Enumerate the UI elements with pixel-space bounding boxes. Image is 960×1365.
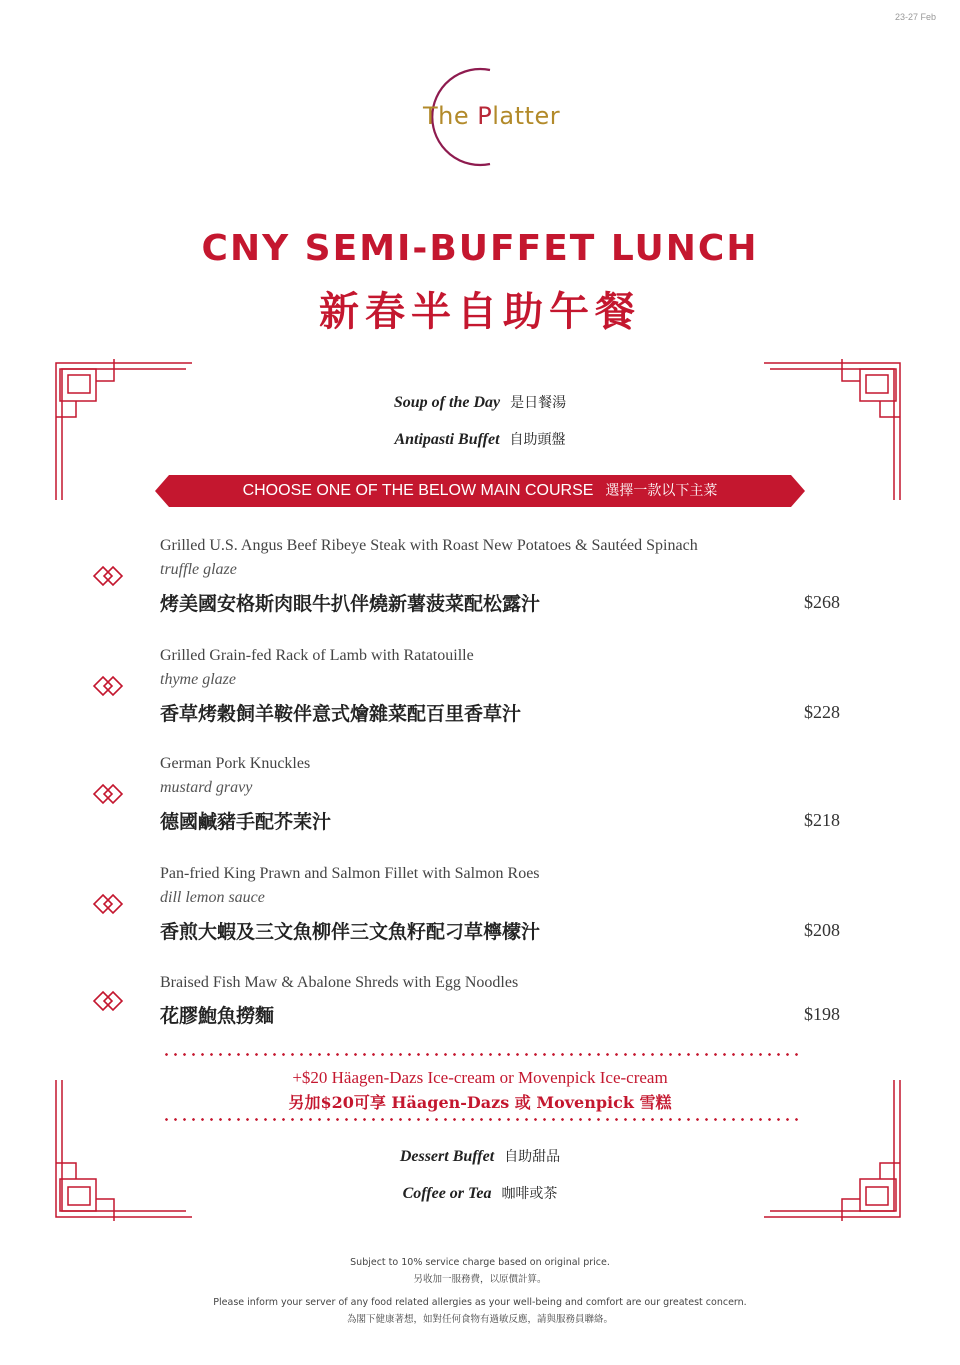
main-course-banner	[155, 475, 805, 507]
dish-name-zh: 德國鹹豬手配芥茉汁	[160, 811, 332, 833]
dish-item	[0, 755, 960, 835]
dish-name-en: Braised Fish Maw & Abalone Shreds with Egg Noodles	[160, 974, 519, 991]
dish-name-zh: 花膠鮑魚撈麵	[160, 1005, 275, 1027]
double-diamond-icon	[92, 565, 124, 587]
service-charge-note-zh: 另收加一服務費，以原價計算。	[413, 1274, 547, 1285]
allergy-note-en: Please inform your server of any food related allergies as your well-being and comfort are our greatest concern.	[213, 1297, 747, 1308]
dish-name-zh: 香煎大蝦及三文魚柳伴三文魚籽配刁草檸檬汁	[160, 921, 541, 943]
dish-price: $218	[804, 810, 840, 830]
course-antipasti-zh: 自助頭盤	[509, 432, 566, 448]
banner-text-en: CHOOSE ONE OF THE BELOW MAIN COURSE	[242, 482, 594, 499]
course-soup	[0, 392, 960, 412]
dish-price: $268	[804, 592, 840, 612]
dish-name-en: Grilled U.S. Angus Beef Ribeye Steak with Roast New Potatoes & Sautéed Spinach	[160, 537, 698, 554]
course-antipasti-en: Antipasti Buffet	[394, 431, 500, 448]
logo-text-post: latter	[492, 102, 561, 130]
dish-sauce: mustard gravy	[160, 779, 253, 796]
dish-price: $198	[804, 1004, 840, 1024]
banner-text-zh: 選擇一款以下主菜	[605, 483, 718, 499]
dish-price: $208	[804, 920, 840, 940]
logo-text-pre: The	[423, 102, 478, 130]
dish-name-zh: 烤美國安格斯肉眼牛扒伴燒新薯菠菜配松露汁	[160, 593, 541, 615]
dish-sauce: thyme glaze	[160, 671, 236, 688]
dish-sauce: dill lemon sauce	[160, 889, 265, 906]
double-diamond-icon	[92, 893, 124, 915]
course-dessert	[0, 1146, 960, 1166]
dish-price: $228	[804, 702, 840, 722]
double-diamond-icon	[92, 990, 124, 1012]
dish-name-zh: 香草烤穀飼羊鞍伴意式燴雜菜配百里香草汁	[160, 703, 522, 725]
course-antipasti	[0, 429, 960, 449]
addon-icecream-en: +$20 Häagen-Dazs Ice-cream or Movenpick Ice-cream	[292, 1068, 668, 1087]
dish-name-en: German Pork Knuckles	[160, 755, 311, 772]
course-soup-en: Soup of the Day	[393, 394, 501, 411]
course-soup-zh: 是日餐湯	[510, 395, 567, 411]
dish-name-en: Pan-fried King Prawn and Salmon Fillet with Salmon Roes	[160, 865, 540, 882]
dotted-divider	[162, 1118, 798, 1121]
double-diamond-icon	[92, 675, 124, 697]
dish-item	[0, 865, 960, 945]
course-coffee-zh: 咖啡或茶	[501, 1186, 558, 1202]
double-diamond-icon	[92, 783, 124, 805]
logo-text	[423, 102, 560, 130]
logo-text-p: P	[477, 102, 493, 130]
course-dessert-en: Dessert Buffet	[399, 1148, 495, 1165]
course-coffee	[0, 1183, 960, 1203]
menu-title-zh: 新春半自助午餐	[319, 288, 641, 335]
course-dessert-zh: 自助甜品	[504, 1149, 561, 1165]
menu-title-en: CNY SEMI-BUFFET LUNCH	[201, 228, 759, 269]
service-charge-note-en: Subject to 10% service charge based on original price.	[350, 1257, 610, 1268]
allergy-note-zh: 為閣下健康著想，如對任何食物有過敏反應，請與服務員聯絡。	[346, 1314, 613, 1325]
dish-item	[0, 537, 960, 617]
date-range: 23-27 Feb	[894, 12, 936, 22]
dish-item	[0, 647, 960, 727]
addon-icecream-zh: 另加$20可享 Häagen-Dazs 或 Movenpick 雪糕	[288, 1093, 672, 1112]
course-coffee-en: Coffee or Tea	[402, 1185, 492, 1202]
restaurant-logo	[395, 62, 565, 172]
dish-item	[0, 974, 960, 1054]
dotted-divider	[162, 1053, 798, 1056]
dish-sauce: truffle glaze	[160, 561, 237, 578]
dish-name-en: Grilled Grain-fed Rack of Lamb with Ratatouille	[160, 647, 474, 664]
